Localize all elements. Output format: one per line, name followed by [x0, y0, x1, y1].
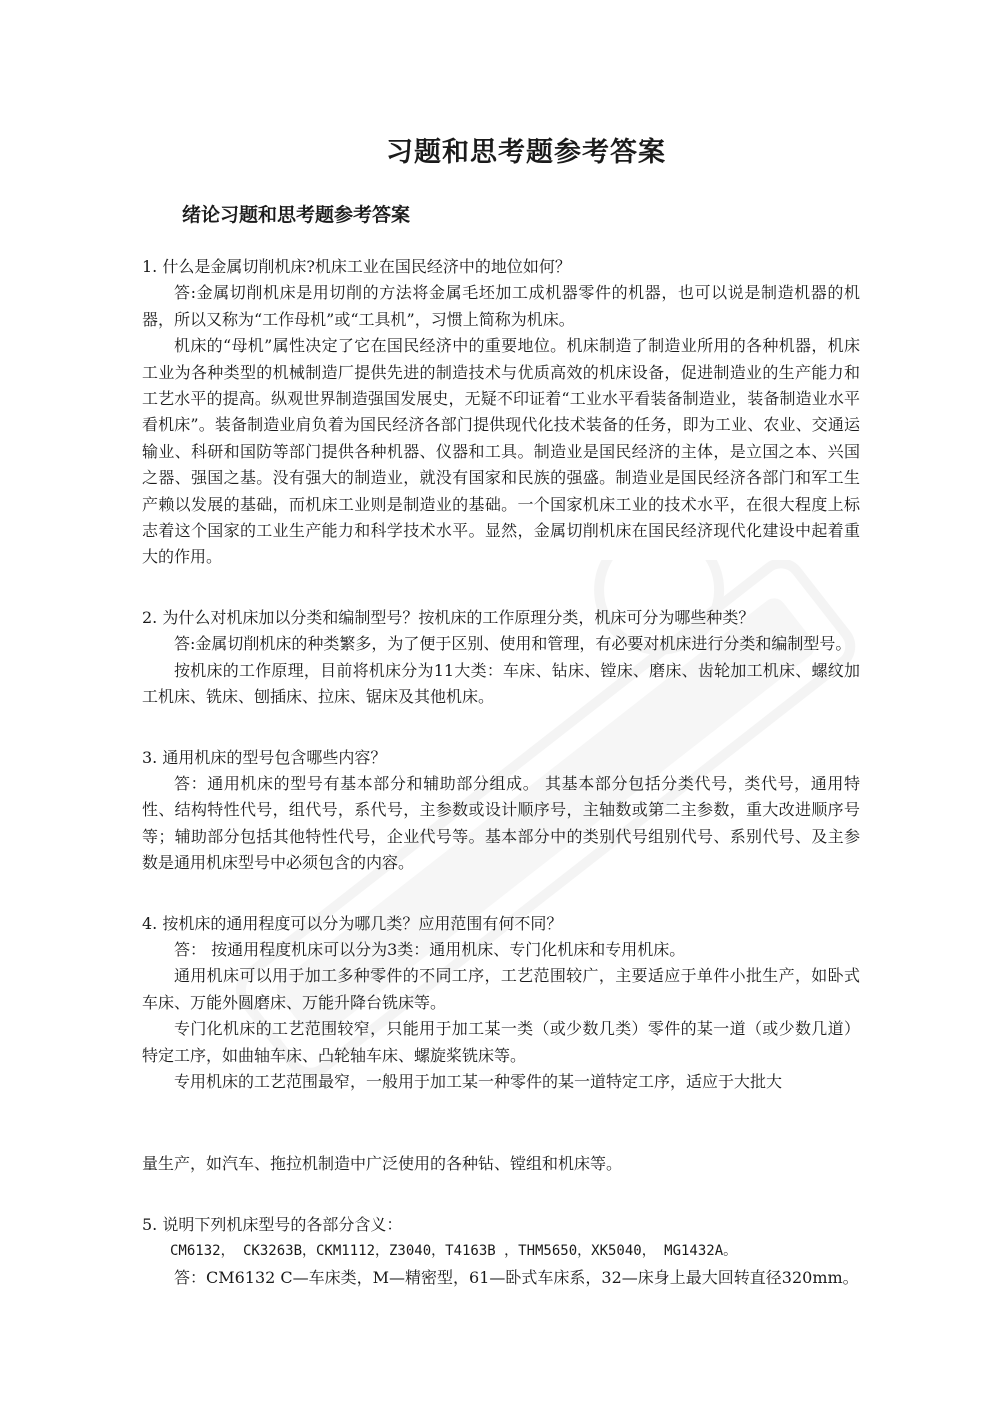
page-title: 习题和思考题参考答案 — [386, 137, 666, 168]
answer-paragraph: 按机床的工作原理，目前将机床分为11大类：车床、钻床、镗床、磨床、齿轮加工机床、螺纹加工机床、铣床、刨插床、拉床、锯床及其他机床。 — [142, 660, 860, 707]
question-text: 1. 什么是金属切削机床?机床工业在国民经济中的地位如何？ — [142, 257, 571, 276]
answer-paragraph: 答： 按通用程度机床可以分为3类：通用机床、专门化机床和专用机床。 — [174, 939, 686, 959]
question-text: 3. 通用机床的型号包含哪些内容？ — [142, 747, 387, 767]
answer-paragraph: 通用机床可以用于加工多种零件的不同工序，工艺范围较广，主要适应于单件小批生产，如卧式车床、万能外圆磨床、万能升降台铣床等。 — [142, 966, 860, 1012]
answer-paragraph: 专用机床的工艺范围最窄，一般用于加工某一种零件的某一道特定工序，适应于大批大 — [174, 1071, 783, 1091]
question-block-3 — [142, 745, 860, 877]
answer-paragraph: 答：CM6132 C—车床类，M—精密型，61—卧式车床系，32—床身上最大回转直径320mm。 — [174, 1267, 859, 1287]
question-block-1 — [142, 254, 860, 571]
question-block-5 — [142, 1212, 860, 1291]
answer-continuation: 量生产，如汽车、拖拉机制造中广泛使用的各种钻、镗组和机床等。 — [142, 1154, 623, 1174]
document-body — [142, 254, 860, 1291]
question-text: 5. 说明下列机床型号的各部分含义： — [142, 1214, 403, 1234]
answer-paragraph: 专门化机床的工艺范围较窄，只能用于加工某一类（或少数几类）零件的某一道（或少数几道）特定工序，如曲轴车床、凸轮轴车床、螺旋桨铣床等。 — [142, 1019, 860, 1065]
model-list: CM6132， CK3263B，CKM1112，Z3040，T4163B ，THM5650，XK5040， MG1432A。 — [170, 1243, 738, 1260]
section-subtitle: 绪论习题和思考题参考答案 — [182, 204, 411, 226]
answer-paragraph: 答:金属切削机床的种类繁多，为了便于区别、使用和管理，有必要对机床进行分类和编制型号。 — [174, 634, 852, 654]
question-text: 2. 为什么对机床加以分类和编制型号？按机床的工作原理分类，机床可分为哪些种类？ — [142, 607, 755, 627]
answer-paragraph: 答:金属切削机床是用切削的方法将金属毛坯加工成机器零件的机器，也可以说是制造机器的机器，所以又称为“工作母机”或“工具机”，习惯上简称为机床。 — [142, 283, 860, 329]
answer-paragraph: 答：通用机床的型号有基本部分和辅助部分组成。 其基本部分包括分类代号，类代号，通用特性、结构特性代号，组代号，系代号，主参数或设计顺序号，主轴数或第二主参数，重大改进顺序号等；辅助部分包括其他特性代号，企业代号等。基本部分中的类别代号组别代号、系别代号、及主参数是通用机床型号中必须包含的内容。 — [142, 773, 860, 873]
question-block-2 — [142, 605, 860, 711]
question-text: 4. 按机床的通用程度可以分为哪几类？应用范围有何不同？ — [142, 913, 563, 933]
question-block-4 — [142, 911, 860, 1178]
answer-paragraph: 机床的“母机”属性决定了它在国民经济中的重要地位。机床制造了制造业所用的各种机器，机床工业为各种类型的机械制造厂提供先进的制造技术与优质高效的机床设备，促进制造业的生产能力和工艺水平的提高。纵观世界制造强国发展史，无疑不印证着“工业水平看装备制造业，装备制造业水平看机床”。装备制造业肩负着为国民经济各部门提供现代化技术装备的任务，即为工业、农业、交通运输业、科研和国防等部门提供各种机器、仪器和工具。制造业是国民经济的主体，是立国之本、兴国之器、强国之基。没有强大的制造业，就没有国家和民族的强盛。制造业是国民经济各部门和军工生产赖以发展的基础，而机床工业则是制造业的基础。一个国家机床工业的技术水平，在很大程度上标志着这个国家的工业生产能力和科学技术水平。显然，金属切削机床在国民经济现代化建设中起着重大的作用。 — [142, 336, 860, 567]
